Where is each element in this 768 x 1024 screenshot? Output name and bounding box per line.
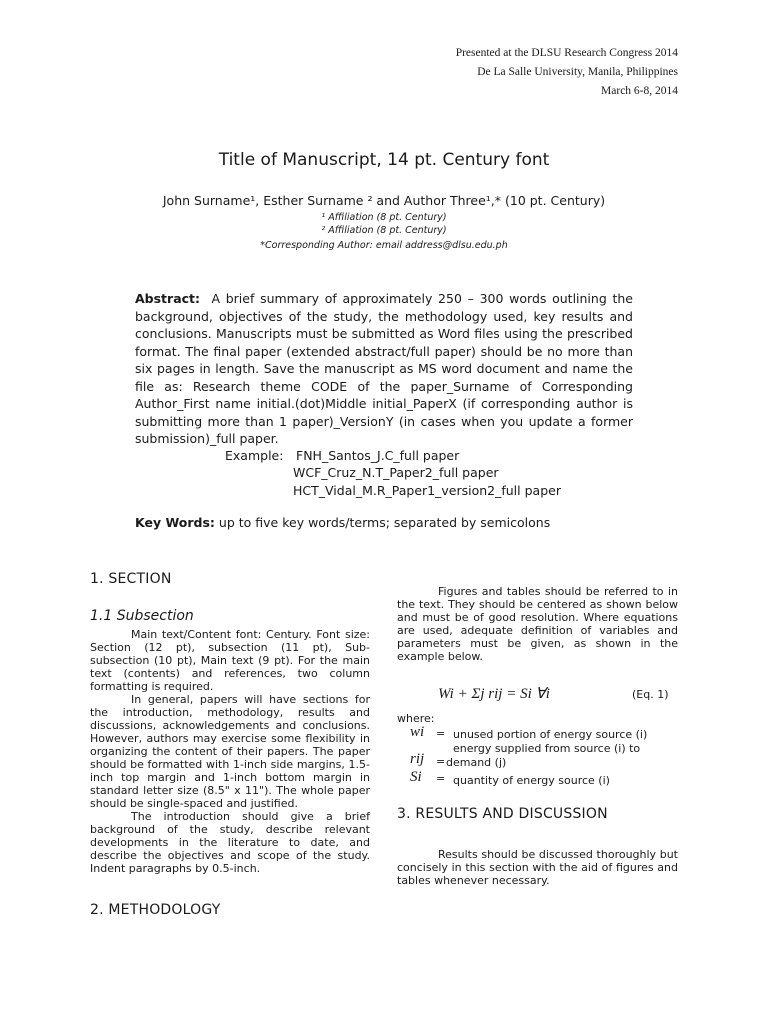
keywords-text: up to five key words/terms; separated by semicolons bbox=[218, 515, 551, 530]
example-2: WCF_Cruz_N.T_Paper2_full paper bbox=[293, 465, 499, 480]
equation-1: Wi + Σj rij = Si ∀i bbox=[438, 686, 550, 702]
conference-header bbox=[456, 44, 678, 101]
var-equals-r: = bbox=[436, 755, 446, 768]
section-2-heading: 2. METHODOLOGY bbox=[90, 902, 221, 918]
subsection-1-1-heading: 1.1 Subsection bbox=[90, 608, 194, 624]
corresponding-author: *Corresponding Author: email address@dlsu.edu.ph bbox=[260, 240, 508, 251]
affiliation-2: ² Affiliation (8 pt. Century) bbox=[321, 225, 447, 236]
right-paragraph-1: Figures and tables should be referred to in the text. They should be centered as shown below and must be of good resolution. Where equations are used, adequate definition of variables and parameters must be given, as shown in the example below. bbox=[397, 585, 678, 663]
var-desc-s: quantity of energy source (i) bbox=[453, 774, 610, 787]
example-1: FNH_Santos_J.C_full paper bbox=[296, 448, 460, 463]
var-equals-w: = bbox=[436, 727, 446, 740]
var-equals-s: = bbox=[436, 772, 446, 785]
right-paragraph-2: Results should be discussed thoroughly but concisely in this section with the aid of figures and tables whenever necessary. bbox=[397, 848, 678, 887]
var-symbol-r: rij bbox=[410, 751, 425, 767]
conference-line-3: March 6-8, 2014 bbox=[601, 85, 678, 97]
var-symbol-s: Si bbox=[410, 769, 422, 785]
where-label: where: bbox=[397, 712, 435, 725]
paper-title: Title of Manuscript, 14 pt. Century font bbox=[218, 150, 550, 170]
abstract bbox=[135, 290, 633, 448]
author-list: John Surname¹, Esther Surname ² and Author Three¹,* (10 pt. Century) bbox=[162, 193, 606, 208]
left-paragraph-2: In general, papers will have sections for the introduction, methodology, results and discussions, acknowledgements and conclusions. However, authors may exercise some flexibility in organizing the content of their papers. The paper should be formatted with 1-inch side margins, 1.5-inch top margin and 1-inch bottom margin in standard letter size (8.5" x 11"). The whole paper should be single-spaced and justified. bbox=[90, 693, 370, 810]
right-column-body bbox=[397, 585, 678, 663]
conference-line-2: De La Salle University, Manila, Philippines bbox=[477, 66, 678, 78]
example-3: HCT_Vidal_M.R_Paper1_version2_full paper bbox=[293, 483, 561, 498]
conference-line-1: Presented at the DLSU Research Congress 2014 bbox=[455, 47, 678, 59]
var-symbol-w: wi bbox=[410, 724, 425, 740]
example-label: Example: bbox=[225, 448, 284, 463]
left-paragraph-1: Main text/Content font: Century. Font size: Section (12 pt), subsection (11 pt), Sub-subsection (10 pt), Main text (9 pt). For the main text (contents) and references, two column formatting is required. bbox=[90, 628, 370, 693]
left-paragraph-3: The introduction should give a brief background of the study, describe relevant developments in the literature to date, and describe the objectives and scope of the study. Indent paragraphs by 0.5-inch. bbox=[90, 810, 370, 875]
var-desc-w: unused portion of energy source (i) bbox=[453, 728, 648, 741]
affiliation-1: ¹ Affiliation (8 pt. Century) bbox=[321, 212, 447, 223]
abstract-label: Abstract: bbox=[135, 291, 201, 306]
right-column-body-2 bbox=[397, 848, 678, 887]
var-desc-r-2: demand (j) bbox=[446, 756, 507, 769]
section-1-heading: 1. SECTION bbox=[90, 571, 172, 587]
abstract-text: A brief summary of approximately 250 – 300 words outlining the background, objectives of the study, the methodology used, key results and conclusions. Manuscripts must be submitted as Word files using the prescribed format. The final paper (extended abstract/full paper) should be no more than six pages in length. Save the manuscript as MS word document and name the file as: Research theme CODE of the paper_Surname of Corresponding Author_First name initial.(dot)Middle initial_PaperX (if corresponding author is submitting more than 1 paper)_VersionY (in cases when you update a former submission)_full paper. bbox=[135, 291, 633, 446]
left-column-body bbox=[90, 628, 370, 875]
equation-1-label: (Eq. 1) bbox=[632, 688, 669, 701]
section-3-heading: 3. RESULTS AND DISCUSSION bbox=[397, 806, 608, 822]
var-desc-r-1: energy supplied from source (i) to bbox=[453, 742, 641, 755]
keywords bbox=[135, 515, 550, 530]
keywords-label: Key Words: bbox=[135, 515, 215, 530]
